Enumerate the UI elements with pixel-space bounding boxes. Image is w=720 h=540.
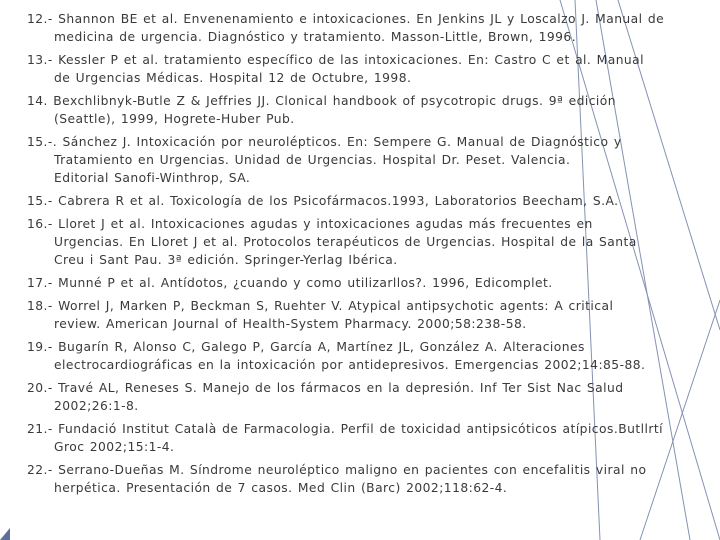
reference-item: 14. Bexchlibnyk-Butle Z & Jeffries JJ. Clonical handbook of psycotropic drugs. 9ª edición (Seattle), 1999, Hogrete-Huber Pub. bbox=[27, 94, 617, 126]
reference-item: 18.- Worrel J, Marken P, Beckman S, Ruehter V. Atypical antipsychotic agents: A critical review. American Journal of Health-System Pharmacy. 2000;58:238-58. bbox=[27, 299, 614, 331]
reference-item: 16.- Lloret J et al. Intoxicaciones agudas y intoxicaciones agudas más frecuentes en Urgencias. En Lloret J et al. Protocolos terapéuticos de Urgencias. Hospital de la Santa Creu i Sant Pau. 3ª edición. Springer-Yerlag Ibérica. bbox=[27, 217, 637, 267]
reference-list bbox=[27, 10, 665, 502]
accent-triangle bbox=[0, 528, 10, 540]
reference-item: 19.- Bugarín R, Alonso C, Galego P, García A, Martínez JL, González A. Alteraciones electrocardiográficas en la intoxicación por antidepresivos. Emergencias 2002;14:85-88. bbox=[27, 340, 646, 372]
reference-item: 22.- Serrano-Dueñas M. Síndrome neuroléptico maligno en pacientes con encefalitis viral no herpética. Presentación de 7 casos. Med Clin (Barc) 2002;118:62-4. bbox=[27, 463, 647, 495]
reference-item: 17.- Munné P et al. Antídotos, ¿cuando y como utilizarllos?. 1996, Edicomplet. bbox=[27, 276, 553, 290]
reference-item: 15.-. Sánchez J. Intoxicación por neurolépticos. En: Sempere G. Manual de Diagnóstico y Tratamiento en Urgencias. Unidad de Urgencias. Hospital Dr. Peset. Valencia. Editorial Sanofi-Winthrop, SA. bbox=[27, 135, 622, 185]
reference-item: 13.- Kessler P et al. tratamiento específico de las intoxicaciones. En: Castro C et al. Manual de Urgencias Médicas. Hospital 12 de Octubre, 1998. bbox=[27, 53, 645, 85]
reference-item: 21.- Fundació Institut Català de Farmacologia. Perfil de toxicidad antipsicóticos atípicos.Butllrtí Groc 2002;15:1-4. bbox=[27, 422, 663, 454]
reference-item: 20.- Travé AL, Reneses S. Manejo de los fármacos en la depresión. Inf Ter Sist Nac Salud 2002;26:1-8. bbox=[27, 381, 624, 413]
reference-item: 15.- Cabrera R et al. Toxicología de los Psicofármacos.1993, Laboratorios Beecham, S.A. bbox=[27, 194, 619, 208]
reference-item: 12.- Shannon BE et al. Envenenamiento e intoxicaciones. En Jenkins JL y Loscalzo J. Manual de medicina de urgencia. Diagnóstico y tratamiento. Masson-Little, Brown, 1996. bbox=[27, 12, 665, 44]
